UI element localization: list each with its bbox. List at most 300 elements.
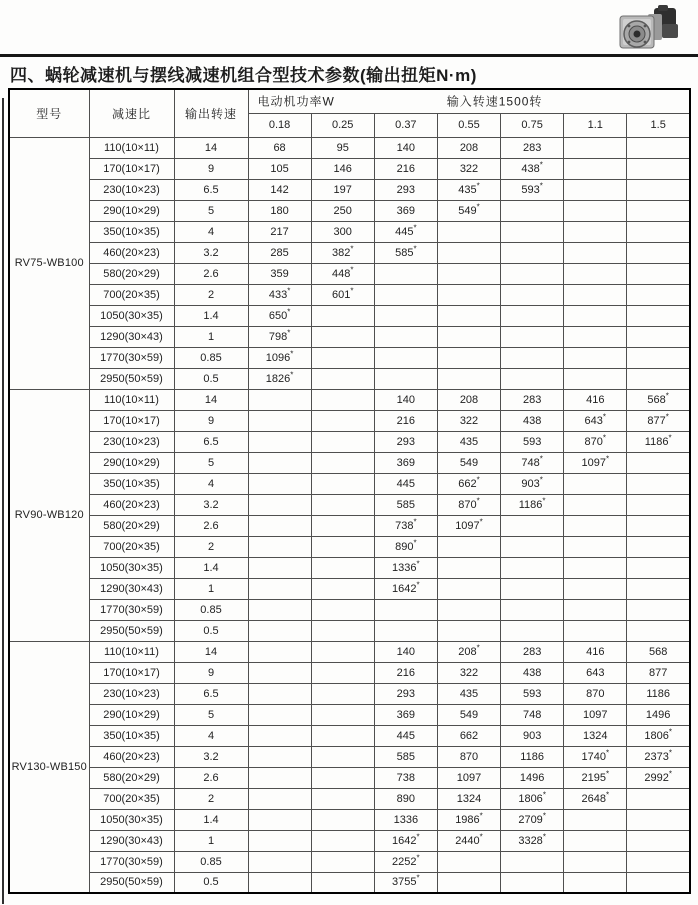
torque-value-cell: 216	[374, 662, 437, 683]
ratio-cell: 230(10×23)	[89, 179, 174, 200]
torque-value-cell	[248, 536, 311, 557]
torque-value-cell: 293	[374, 179, 437, 200]
torque-value-cell	[311, 851, 374, 872]
torque-value-cell	[501, 599, 564, 620]
table-row	[9, 158, 690, 179]
torque-value-cell	[564, 179, 627, 200]
torque-value-cell: 1642*	[374, 830, 437, 851]
table-row	[9, 137, 690, 158]
table-row	[9, 683, 690, 704]
torque-value-cell	[374, 326, 437, 347]
torque-value-cell	[627, 368, 690, 389]
torque-value-cell	[437, 326, 500, 347]
torque-value-cell	[564, 263, 627, 284]
ratio-cell: 2950(50×59)	[89, 872, 174, 893]
torque-value-cell	[374, 599, 437, 620]
table-row	[9, 410, 690, 431]
torque-value-cell	[311, 662, 374, 683]
torque-value-cell	[501, 557, 564, 578]
output-speed-cell: 0.85	[174, 851, 248, 872]
page-title: 四、蜗轮减速机与摆线减速机组合型技术参数(输出扭矩N·m)	[10, 66, 477, 85]
table-row	[9, 746, 690, 767]
torque-value-cell	[374, 620, 437, 641]
ratio-cell: 1290(30×43)	[89, 326, 174, 347]
table-row	[9, 599, 690, 620]
torque-value-cell: 903*	[501, 473, 564, 494]
torque-value-cell	[501, 620, 564, 641]
torque-value-cell	[627, 200, 690, 221]
output-speed-cell: 9	[174, 158, 248, 179]
torque-value-cell	[437, 872, 500, 893]
torque-value-cell: 1186	[501, 746, 564, 767]
torque-value-cell: 438	[501, 410, 564, 431]
torque-value-cell: 549*	[437, 200, 500, 221]
torque-value-cell	[248, 830, 311, 851]
torque-value-cell	[311, 389, 374, 410]
torque-value-cell: 95	[311, 137, 374, 158]
table-row	[9, 620, 690, 641]
torque-value-cell: 798*	[248, 326, 311, 347]
torque-value-cell	[311, 452, 374, 473]
torque-value-cell	[248, 746, 311, 767]
torque-value-cell: 890	[374, 788, 437, 809]
header-output-speed: 输出转速	[174, 89, 248, 137]
torque-value-cell: 738	[374, 767, 437, 788]
torque-value-cell: 643	[564, 662, 627, 683]
torque-value-cell	[564, 368, 627, 389]
torque-value-cell	[501, 326, 564, 347]
torque-value-cell: 369	[374, 452, 437, 473]
header-model: 型号	[9, 89, 89, 137]
torque-value-cell	[564, 872, 627, 893]
ratio-cell: 1290(30×43)	[89, 578, 174, 599]
torque-value-cell	[248, 410, 311, 431]
ratio-cell: 1050(30×35)	[89, 809, 174, 830]
table-row	[9, 494, 690, 515]
torque-value-cell	[311, 431, 374, 452]
torque-value-cell: 283	[501, 641, 564, 662]
torque-value-cell	[564, 515, 627, 536]
torque-value-cell: 140	[374, 641, 437, 662]
torque-value-cell	[311, 326, 374, 347]
header-power-0.18: 0.18	[248, 113, 311, 137]
ratio-cell: 170(10×17)	[89, 662, 174, 683]
torque-value-cell: 1186*	[501, 494, 564, 515]
torque-value-cell	[248, 704, 311, 725]
torque-value-cell: 382*	[311, 242, 374, 263]
ratio-cell: 460(20×23)	[89, 494, 174, 515]
torque-value-cell: 293	[374, 431, 437, 452]
output-speed-cell: 2	[174, 284, 248, 305]
torque-value-cell: 1096*	[248, 347, 311, 368]
output-speed-cell: 3.2	[174, 242, 248, 263]
output-speed-cell: 14	[174, 389, 248, 410]
torque-value-cell: 870	[437, 746, 500, 767]
ratio-cell: 460(20×23)	[89, 242, 174, 263]
ratio-cell: 350(10×35)	[89, 473, 174, 494]
ratio-cell: 110(10×11)	[89, 137, 174, 158]
torque-value-cell: 1186	[627, 683, 690, 704]
torque-value-cell	[627, 221, 690, 242]
torque-value-cell: 568	[627, 641, 690, 662]
table-body	[9, 137, 690, 893]
torque-value-cell	[311, 746, 374, 767]
torque-value-cell	[374, 368, 437, 389]
ratio-cell: 1050(30×35)	[89, 305, 174, 326]
torque-value-cell	[248, 872, 311, 893]
gearbox-photo-illustration	[610, 4, 684, 54]
torque-value-cell: 216	[374, 410, 437, 431]
output-speed-cell: 0.5	[174, 620, 248, 641]
torque-value-cell	[564, 326, 627, 347]
torque-value-cell	[564, 284, 627, 305]
header-input-speed: 输入转速1500转	[446, 94, 543, 109]
table-row	[9, 662, 690, 683]
ratio-cell: 350(10×35)	[89, 221, 174, 242]
header-motor-power: 电动机功率W	[257, 94, 335, 109]
ratio-cell: 230(10×23)	[89, 431, 174, 452]
torque-value-cell: 2195*	[564, 767, 627, 788]
torque-value-cell	[374, 347, 437, 368]
ratio-cell: 290(10×29)	[89, 200, 174, 221]
output-speed-cell: 1.4	[174, 557, 248, 578]
output-speed-cell: 14	[174, 137, 248, 158]
torque-value-cell: 662	[437, 725, 500, 746]
torque-value-cell	[627, 347, 690, 368]
torque-value-cell: 1496	[501, 767, 564, 788]
torque-value-cell	[501, 872, 564, 893]
torque-value-cell: 549	[437, 704, 500, 725]
output-speed-cell: 9	[174, 662, 248, 683]
ratio-cell: 580(20×29)	[89, 767, 174, 788]
torque-value-cell: 2373*	[627, 746, 690, 767]
torque-value-cell	[437, 536, 500, 557]
torque-value-cell	[501, 851, 564, 872]
torque-value-cell: 1097	[437, 767, 500, 788]
output-speed-cell: 14	[174, 641, 248, 662]
torque-value-cell	[501, 347, 564, 368]
torque-value-cell	[437, 305, 500, 326]
output-speed-cell: 1.4	[174, 809, 248, 830]
torque-value-cell: 433*	[248, 284, 311, 305]
torque-value-cell	[311, 494, 374, 515]
torque-value-cell	[248, 389, 311, 410]
torque-value-cell: 650*	[248, 305, 311, 326]
ratio-cell: 700(20×35)	[89, 284, 174, 305]
torque-value-cell: 1097*	[437, 515, 500, 536]
torque-value-cell	[501, 221, 564, 242]
torque-value-cell: 105	[248, 158, 311, 179]
ratio-cell: 1290(30×43)	[89, 830, 174, 851]
torque-value-cell: 283	[501, 389, 564, 410]
table-row	[9, 221, 690, 242]
torque-value-cell: 643*	[564, 410, 627, 431]
output-speed-cell: 5	[174, 704, 248, 725]
torque-value-cell: 435	[437, 683, 500, 704]
torque-value-cell: 359	[248, 263, 311, 284]
torque-value-cell: 448*	[311, 263, 374, 284]
torque-value-cell	[564, 242, 627, 263]
torque-value-cell	[437, 368, 500, 389]
ratio-cell: 1770(30×59)	[89, 347, 174, 368]
torque-value-cell: 322	[437, 662, 500, 683]
table-row	[9, 179, 690, 200]
torque-value-cell: 208	[437, 389, 500, 410]
torque-value-cell	[501, 305, 564, 326]
torque-value-cell	[437, 263, 500, 284]
torque-value-cell: 585	[374, 494, 437, 515]
torque-value-cell: 283	[501, 137, 564, 158]
torque-value-cell: 1336*	[374, 557, 437, 578]
output-speed-cell: 1.4	[174, 305, 248, 326]
table-row	[9, 452, 690, 473]
torque-value-cell: 445*	[374, 221, 437, 242]
torque-value-cell	[248, 494, 311, 515]
ratio-cell: 290(10×29)	[89, 704, 174, 725]
torque-value-cell	[627, 494, 690, 515]
table-row	[9, 809, 690, 830]
torque-value-cell: 2709*	[501, 809, 564, 830]
torque-value-cell	[627, 305, 690, 326]
torque-value-cell: 293	[374, 683, 437, 704]
torque-value-cell: 140	[374, 389, 437, 410]
torque-value-cell: 438*	[501, 158, 564, 179]
torque-value-cell	[248, 431, 311, 452]
torque-value-cell	[564, 620, 627, 641]
torque-value-cell: 662*	[437, 473, 500, 494]
torque-value-cell: 870	[564, 683, 627, 704]
ratio-cell: 580(20×29)	[89, 515, 174, 536]
table-row	[9, 431, 690, 452]
torque-value-cell	[311, 704, 374, 725]
model-cell: RV75-WB100	[9, 137, 89, 389]
ratio-cell: 170(10×17)	[89, 158, 174, 179]
torque-value-cell	[437, 221, 500, 242]
torque-value-cell	[627, 557, 690, 578]
torque-value-cell	[311, 305, 374, 326]
torque-value-cell: 3328*	[501, 830, 564, 851]
torque-value-cell: 1986*	[437, 809, 500, 830]
torque-value-cell	[311, 788, 374, 809]
output-speed-cell: 6.5	[174, 431, 248, 452]
header-power-0.37: 0.37	[374, 113, 437, 137]
table-row	[9, 872, 690, 893]
table-row	[9, 263, 690, 284]
ratio-cell: 110(10×11)	[89, 389, 174, 410]
page-edge-line	[2, 98, 4, 904]
output-speed-cell: 2.6	[174, 263, 248, 284]
torque-value-cell: 601*	[311, 284, 374, 305]
torque-value-cell	[311, 683, 374, 704]
torque-value-cell: 197	[311, 179, 374, 200]
torque-value-cell: 217	[248, 221, 311, 242]
torque-value-cell	[627, 809, 690, 830]
table-row	[9, 347, 690, 368]
torque-value-cell	[248, 620, 311, 641]
torque-value-cell	[627, 599, 690, 620]
torque-value-cell	[627, 452, 690, 473]
torque-value-cell: 285	[248, 242, 311, 263]
table-row	[9, 830, 690, 851]
torque-value-cell	[627, 788, 690, 809]
torque-value-cell: 1806*	[501, 788, 564, 809]
table-row	[9, 851, 690, 872]
output-speed-cell: 3.2	[174, 746, 248, 767]
torque-value-cell	[564, 473, 627, 494]
torque-value-cell	[627, 137, 690, 158]
ratio-cell: 230(10×23)	[89, 683, 174, 704]
torque-value-cell: 748	[501, 704, 564, 725]
torque-value-cell	[627, 515, 690, 536]
torque-value-cell	[627, 872, 690, 893]
table-row	[9, 200, 690, 221]
ratio-cell: 2950(50×59)	[89, 620, 174, 641]
torque-value-cell	[311, 347, 374, 368]
torque-value-cell: 549	[437, 452, 500, 473]
table-row	[9, 473, 690, 494]
torque-value-cell	[311, 599, 374, 620]
header-power-1.5: 1.5	[627, 113, 690, 137]
torque-value-cell: 140	[374, 137, 437, 158]
ratio-cell: 290(10×29)	[89, 452, 174, 473]
torque-value-cell	[627, 620, 690, 641]
table-row	[9, 326, 690, 347]
header-ratio: 减速比	[89, 89, 174, 137]
table-row	[9, 305, 690, 326]
table-row	[9, 284, 690, 305]
table-row	[9, 536, 690, 557]
output-speed-cell: 2	[174, 788, 248, 809]
torque-value-cell	[564, 200, 627, 221]
torque-value-cell: 180	[248, 200, 311, 221]
ratio-cell: 700(20×35)	[89, 536, 174, 557]
torque-value-cell	[564, 221, 627, 242]
torque-value-cell	[311, 830, 374, 851]
table-row	[9, 578, 690, 599]
torque-value-cell: 416	[564, 389, 627, 410]
torque-value-cell: 585	[374, 746, 437, 767]
torque-value-cell	[248, 557, 311, 578]
output-speed-cell: 2.6	[174, 515, 248, 536]
title-divider	[0, 54, 698, 57]
torque-value-cell: 2440*	[437, 830, 500, 851]
torque-value-cell	[437, 557, 500, 578]
torque-value-cell: 748*	[501, 452, 564, 473]
torque-value-cell: 2252*	[374, 851, 437, 872]
torque-value-cell	[501, 242, 564, 263]
torque-value-cell: 1336	[374, 809, 437, 830]
torque-value-cell: 1642*	[374, 578, 437, 599]
torque-value-cell: 870*	[437, 494, 500, 515]
ratio-cell: 1050(30×35)	[89, 557, 174, 578]
table-row	[9, 641, 690, 662]
torque-value-cell	[564, 347, 627, 368]
torque-value-cell: 1324	[437, 788, 500, 809]
output-speed-cell: 4	[174, 221, 248, 242]
output-speed-cell: 2.6	[174, 767, 248, 788]
torque-value-cell: 568*	[627, 389, 690, 410]
torque-value-cell: 438	[501, 662, 564, 683]
torque-value-cell: 208	[437, 137, 500, 158]
torque-value-cell: 416	[564, 641, 627, 662]
torque-value-cell	[248, 662, 311, 683]
torque-value-cell: 1186*	[627, 431, 690, 452]
torque-value-cell	[248, 515, 311, 536]
torque-value-cell: 142	[248, 179, 311, 200]
ratio-cell: 460(20×23)	[89, 746, 174, 767]
torque-value-cell: 435*	[437, 179, 500, 200]
table-row	[9, 242, 690, 263]
torque-value-cell	[437, 284, 500, 305]
torque-value-cell	[311, 641, 374, 662]
torque-value-cell	[627, 536, 690, 557]
torque-value-cell: 1097*	[564, 452, 627, 473]
table-row	[9, 725, 690, 746]
torque-value-cell	[501, 200, 564, 221]
ratio-cell: 1770(30×59)	[89, 851, 174, 872]
torque-value-cell: 1806*	[627, 725, 690, 746]
ratio-cell: 700(20×35)	[89, 788, 174, 809]
output-speed-cell: 6.5	[174, 683, 248, 704]
torque-value-cell	[311, 725, 374, 746]
table-row	[9, 767, 690, 788]
torque-value-cell: 3755*	[374, 872, 437, 893]
torque-value-cell: 146	[311, 158, 374, 179]
header-power-0.55: 0.55	[437, 113, 500, 137]
torque-value-cell	[564, 599, 627, 620]
torque-value-cell: 593	[501, 431, 564, 452]
torque-value-cell: 322	[437, 158, 500, 179]
torque-value-cell	[437, 620, 500, 641]
torque-value-cell	[311, 536, 374, 557]
output-speed-cell: 0.85	[174, 347, 248, 368]
torque-value-cell	[627, 326, 690, 347]
torque-value-cell: 435	[437, 431, 500, 452]
torque-value-cell	[248, 851, 311, 872]
torque-value-cell	[374, 263, 437, 284]
torque-value-cell: 369	[374, 704, 437, 725]
model-cell: RV90-WB120	[9, 389, 89, 641]
torque-value-cell	[564, 536, 627, 557]
table-row	[9, 389, 690, 410]
output-speed-cell: 3.2	[174, 494, 248, 515]
header-power-0.75: 0.75	[501, 113, 564, 137]
torque-value-cell	[248, 473, 311, 494]
torque-value-cell	[248, 788, 311, 809]
torque-value-cell: 216	[374, 158, 437, 179]
ratio-cell: 2950(50×59)	[89, 368, 174, 389]
torque-value-cell	[627, 158, 690, 179]
torque-value-cell	[374, 305, 437, 326]
torque-value-cell	[374, 284, 437, 305]
torque-value-cell: 1496	[627, 704, 690, 725]
output-speed-cell: 6.5	[174, 179, 248, 200]
torque-value-cell: 208*	[437, 641, 500, 662]
header-row-1	[9, 89, 690, 113]
torque-value-cell	[311, 620, 374, 641]
torque-value-cell: 445	[374, 725, 437, 746]
torque-value-cell	[627, 179, 690, 200]
torque-value-cell	[248, 767, 311, 788]
spec-table	[8, 88, 691, 894]
torque-value-cell	[311, 809, 374, 830]
torque-value-cell	[311, 368, 374, 389]
torque-value-cell	[501, 368, 564, 389]
torque-value-cell: 890*	[374, 536, 437, 557]
torque-value-cell	[311, 557, 374, 578]
output-speed-cell: 1	[174, 830, 248, 851]
output-speed-cell: 0.5	[174, 872, 248, 893]
